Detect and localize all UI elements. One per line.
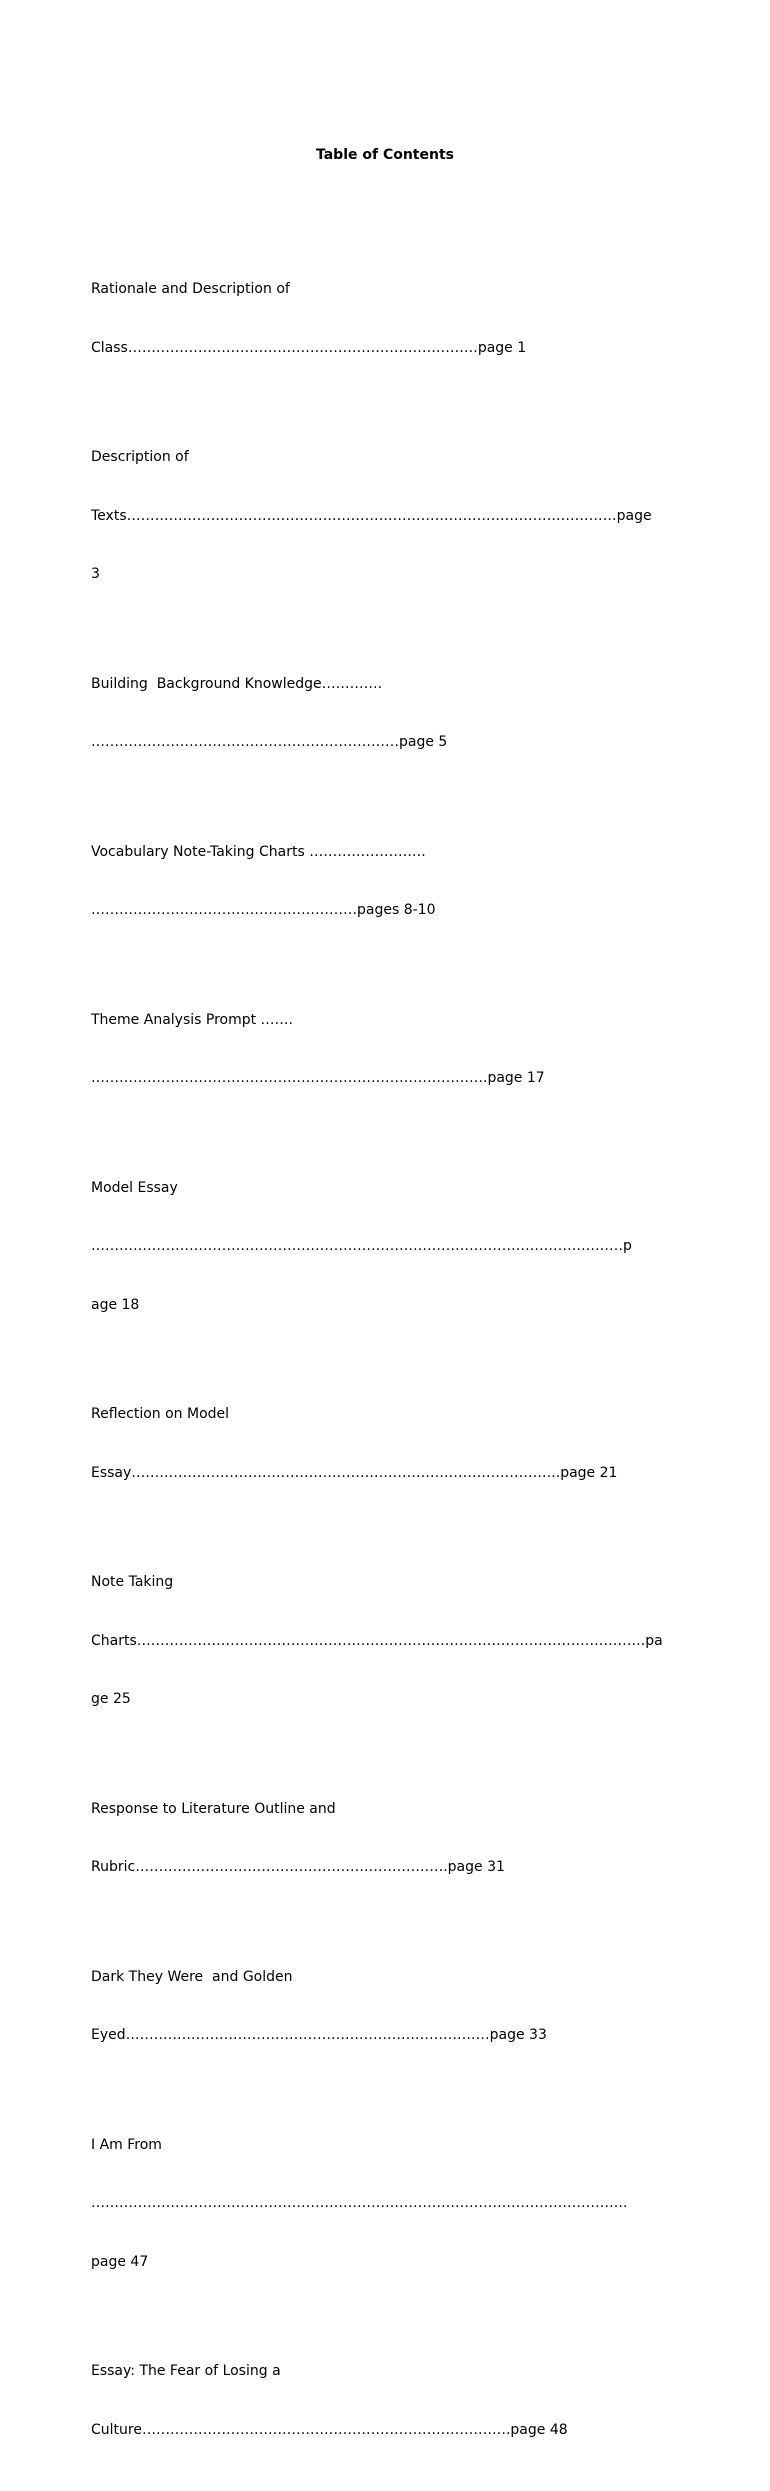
toc-entry-rationale <box>91 241 681 397</box>
toc-entry-vocabulary-charts <box>91 804 681 960</box>
toc-entry-line: 3 <box>91 566 100 582</box>
toc-entry-line: Charts……………………………………………………………………………………………….pa <box>91 1632 663 1649</box>
toc-entry-line: Reflection on Model <box>91 1406 230 1422</box>
toc-entry-line: Note Taking <box>91 1574 174 1590</box>
toc-entry-model-essay <box>91 1140 681 1355</box>
toc-entry-line: Theme Analysis Prompt ……. <box>91 1011 293 1028</box>
toc-entry-line: Building Background Knowledge…………. <box>91 675 383 692</box>
toc-entry-background-knowledge <box>91 636 681 792</box>
toc-entry-line: Response to Literature Outline and <box>91 1800 336 1817</box>
page-title: Table of Contents <box>315 147 454 163</box>
toc-entry-line: Dark They Were and Golden <box>91 1968 293 1985</box>
toc-entry-line: ge 25 <box>91 1691 131 1707</box>
toc-entry-line: I Am From <box>91 2136 162 2153</box>
toc-entry-i-am-from <box>91 2097 681 2312</box>
toc-entry-line: age 18 <box>91 1296 140 1313</box>
toc-entry-response-outline <box>91 1761 681 1917</box>
toc-entry-line: Vocabulary Note-Taking Charts ……………………. <box>91 843 426 860</box>
toc-entry-line: Rationale and Description of <box>91 281 290 297</box>
toc-entry-line: Rubric………………………………………………………….page 31 <box>91 1859 505 1875</box>
table-of-contents <box>91 241 681 2491</box>
toc-entry-note-taking-charts <box>91 1534 681 1749</box>
toc-entry-line: Essay: The Fear of Losing a <box>91 2363 281 2379</box>
toc-entry-line: Culture…………………………………………………………………….page 48 <box>91 2421 568 2438</box>
toc-entry-line: Class…………………………………………………………………page 1 <box>91 339 527 356</box>
toc-entry-line: …………………………………………………………page 5 <box>91 734 448 750</box>
toc-entry-line: Model Essay <box>91 1179 178 1196</box>
toc-entry-line: ………………………………………………………………………….page 17 <box>91 1070 545 1086</box>
toc-entry-line: ……………………………………………………………………………………………………p <box>91 1238 632 1254</box>
toc-entry-dark-they-were <box>91 1929 681 2085</box>
toc-entry-line: ……………………………………………………………………………………………………. <box>91 2195 628 2211</box>
toc-entry-line: Essay………………………………………………………………………………..page 21 <box>91 1464 618 1481</box>
toc-entry-line: Description of <box>91 449 189 465</box>
toc-entry-line: page 47 <box>91 2253 149 2270</box>
toc-entry-fear-of-losing <box>91 2323 681 2479</box>
toc-entry-line: …………………………………………………pages 8-10 <box>91 902 436 918</box>
toc-entry-reflection <box>91 1366 681 1522</box>
toc-entry-theme-analysis <box>91 972 681 1128</box>
toc-entry-line: Texts……………………………………………………………………………………………page <box>91 507 652 524</box>
toc-entry-line: Eyed……………………………………………………………………page 33 <box>91 2027 547 2043</box>
toc-entry-description-of-texts <box>91 409 681 624</box>
